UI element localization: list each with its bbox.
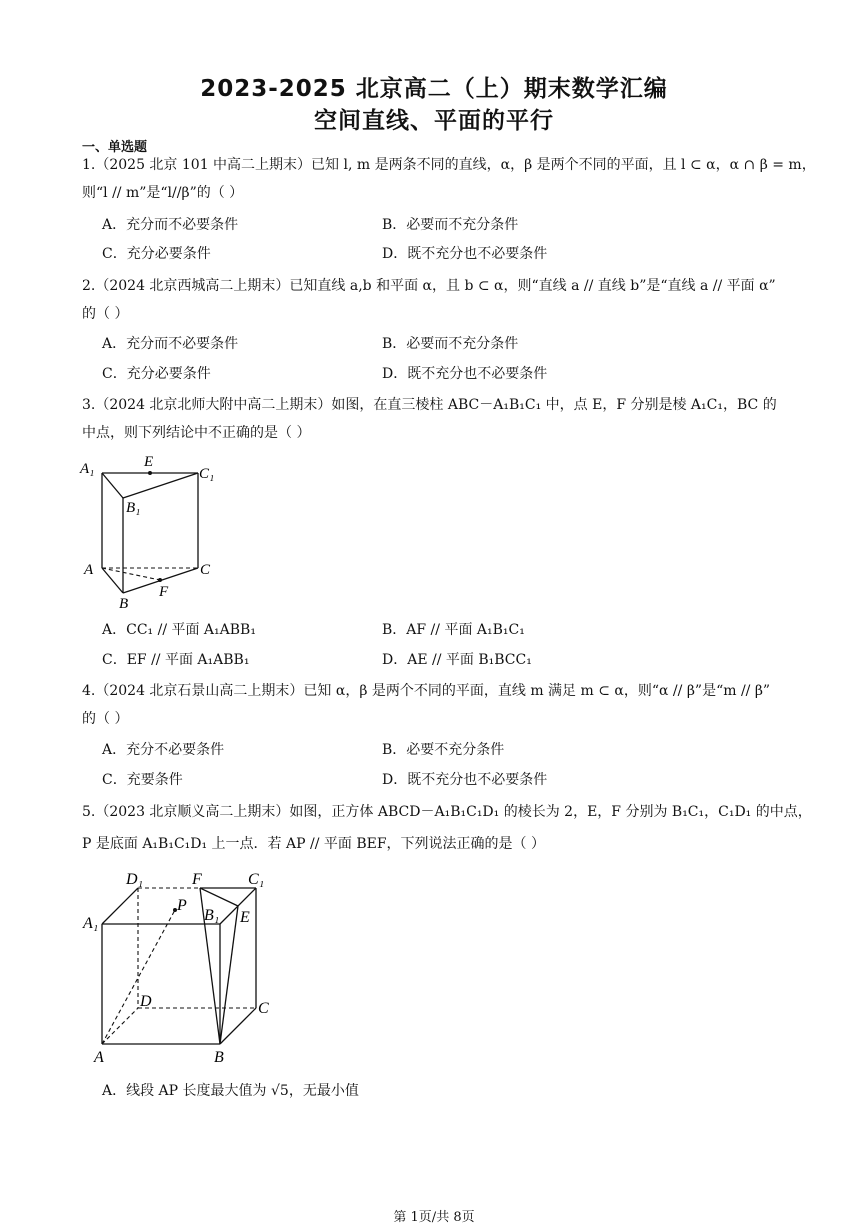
- label-f: F: [159, 584, 169, 600]
- question-1-text: 1.（2025 北京 101 中高二上期末）已知 l, m 是两条不同的直线，α，β 是两个不同的平面，且 l ⊂ α，α ∩ β = m，: [82, 157, 816, 173]
- question-2-option-b: B．必要而不充分条件: [382, 336, 519, 352]
- question-3-option-a: A．CC₁ // 平面 A₁ABB₁: [102, 622, 256, 638]
- label-p: P: [177, 897, 187, 914]
- label-c: C: [258, 1000, 269, 1017]
- question-3-option-d: D．AE // 平面 B₁BCC₁: [382, 652, 532, 668]
- question-2-text-cont: 的（ ）: [82, 306, 129, 322]
- question-5-text: 5.（2023 北京顺义高二上期末）如图，正方体 ABCD－A₁B₁C₁D₁ 的棱长为 2，E，F 分别为 B₁C₁，C₁D₁ 的中点，: [82, 804, 812, 820]
- question-4-option-b: B．必要不充分条件: [382, 742, 505, 758]
- cube-figure: [80, 866, 280, 1066]
- question-2-text: 2.（2024 北京西城高二上期末）已知直线 a,b 和平面 α，且 b ⊂ α，则“直线 a // 直线 b”是“直线 a // 平面 α”: [82, 278, 776, 294]
- question-4-option-a: A．充分不必要条件: [102, 742, 225, 758]
- label-e: E: [144, 454, 154, 470]
- question-3-text-cont: 中点，则下列结论中不正确的是（ ）: [82, 425, 311, 441]
- question-4-option-d: D．既不充分也不必要条件: [382, 772, 548, 788]
- question-1-option-d: D．既不充分也不必要条件: [382, 246, 548, 262]
- question-4-text: 4.（2024 北京石景山高二上期末）已知 α，β 是两个不同的平面，直线 m 满足 m ⊂ α，则“α // β”是“m // β”: [82, 683, 771, 699]
- page-footer: 第 1页/共 8页: [393, 1210, 475, 1225]
- question-2-option-d: D．既不充分也不必要条件: [382, 366, 548, 382]
- question-1-text-cont: 则“l // m”是“l//β”的（ ）: [82, 185, 244, 201]
- question-2-option-a: A．充分而不必要条件: [102, 336, 239, 352]
- question-1-option-b: B．必要而不充分条件: [382, 217, 519, 233]
- label-a: A: [84, 562, 94, 578]
- question-1-option-c: C．充分必要条件: [102, 246, 211, 262]
- label-d: D: [140, 993, 152, 1010]
- label-a: A: [94, 1049, 104, 1066]
- question-5-text-cont: P 是底面 A₁B₁C₁D₁ 上一点．若 AP // 平面 BEF，下列说法正确的是（ ）: [82, 836, 545, 852]
- prism-figure: [76, 446, 226, 616]
- label-b1: B₁: [204, 907, 220, 924]
- label-e: E: [240, 909, 250, 926]
- question-2-option-c: C．充分必要条件: [102, 366, 211, 382]
- question-4-option-c: C．充要条件: [102, 772, 183, 788]
- question-3-text: 3.（2024 北京北师大附中高二上期末）如图，在直三棱柱 ABC－A₁B₁C₁ 中，点 E，F 分别是棱 A₁C₁，BC 的: [82, 397, 777, 413]
- label-a1: A₁: [83, 915, 99, 932]
- document-title: 2023-2025 北京高二（上）期末数学汇编: [200, 76, 668, 102]
- label-b: B: [119, 596, 129, 612]
- label-c: C: [200, 562, 211, 578]
- section-heading: 一、单选题: [82, 140, 148, 155]
- label-d1: D₁: [126, 871, 144, 888]
- label-c1: C₁: [248, 871, 265, 888]
- label-b: B: [214, 1049, 224, 1066]
- label-a1: A₁: [80, 461, 95, 477]
- document-subtitle: 空间直线、平面的平行: [314, 108, 554, 134]
- label-b1: B₁: [126, 500, 141, 516]
- label-c1: C₁: [199, 466, 215, 482]
- question-3-option-c: C．EF // 平面 A₁ABB₁: [102, 652, 250, 668]
- question-1-option-a: A．充分而不必要条件: [102, 217, 239, 233]
- label-f: F: [192, 871, 202, 888]
- question-4-text-cont: 的（ ）: [82, 711, 129, 727]
- question-3-option-b: B．AF // 平面 A₁B₁C₁: [382, 622, 525, 638]
- question-5-option-a: A．线段 AP 长度最大值为 √5，无最小值: [102, 1083, 359, 1099]
